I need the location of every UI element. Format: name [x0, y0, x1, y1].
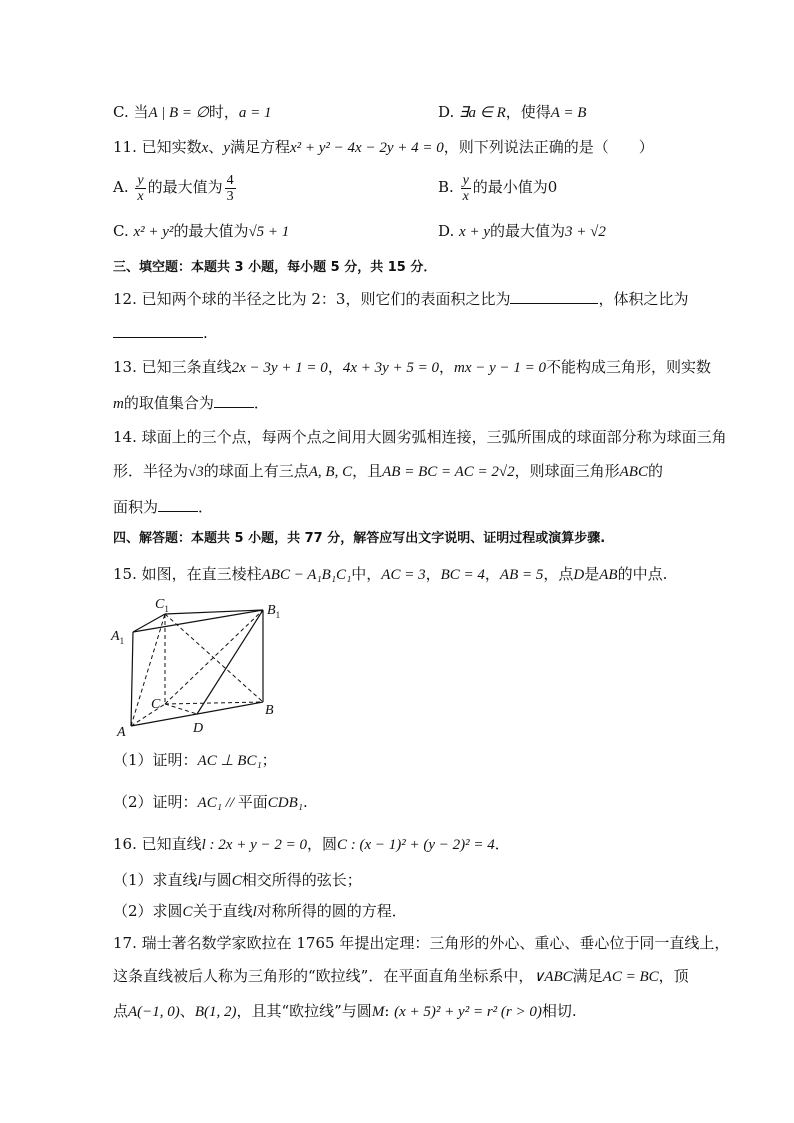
segment-db1 — [197, 610, 263, 714]
q11-option-c: C. x² + y²的最大值为√5 + 1 — [113, 222, 290, 240]
q13-line-1: 13. 已知三条直线2x − 3y + 1 = 0，4x + 3y + 5 = 0，mx − y − 1 = 0不能构成三角形，则实数 — [113, 358, 712, 376]
q10-option-d: D. ∃a ∈ R，使得A = B — [438, 103, 587, 121]
q16-part-2: （2）求圆C关于直线l对称所得的圆的方程． — [113, 902, 407, 920]
q14-line-2: 形．半径为√3的球面上有三点A, B, C，且AB = BC = AC = 2√2，则球面三角形ABC的 — [113, 462, 663, 480]
q17-line-1: 17. 瑞士著名数学家欧拉在 1765 年提出定理：三角形的外心、重心、垂心位于同一直线上， — [113, 934, 730, 952]
q14-line-1: 14. 球面上的三个点，每两个点之间用大圆劣弧相连接，三弧所围成的球面部分称为球面三角 — [113, 428, 727, 446]
q16-part-1: （1）求直线l与圆C相交所得的弦长； — [113, 871, 362, 889]
label-a: A — [117, 725, 126, 740]
q13-blank[interactable] — [214, 392, 254, 408]
section-4-heading: 四、解答题：本题共 5 小题，共 77 分，解答应写出文字说明、证明过程或演算步骤. — [113, 531, 606, 546]
label-d: D — [193, 721, 204, 736]
q12-blank-1[interactable] — [510, 288, 598, 304]
segment-cd — [165, 704, 197, 714]
q12-line-2: . — [113, 322, 208, 343]
segment-c1b — [165, 614, 263, 702]
label-b1: $B_1$ — [267, 603, 281, 620]
q11-a-fraction: $\frac{y}{x}$ — [137, 172, 144, 204]
q13-line-2: m的取值集合为 ． — [113, 394, 269, 412]
q15-stem: 15. 如图，在直三棱柱ABC − A₁B₁C₁中，AC = 3，BC = 4，AB = 5，点D是AB的中点. — [113, 565, 668, 583]
q15-part-2: （2）证明：AC₁ // 平面CDB₁. — [113, 793, 308, 811]
q10-option-c: C. 当A | B = ∅时，a = 1 — [113, 103, 272, 121]
edge-cb — [165, 702, 263, 704]
label-c: C — [151, 697, 161, 712]
q17-line-3: 点A(−1, 0)、B(1, 2)，且其“欧拉线”与圆M: (x + 5)² + y² = r² (r > 0)相切. — [113, 1002, 577, 1020]
prism-figure — [105, 590, 295, 740]
q12-line-1: 12. 已知两个球的半径之比为 2：3，则它们的表面积之比为 ，体积之比为 — [113, 290, 689, 308]
q15-part-1: （1）证明：AC ⊥ BC₁； — [113, 751, 277, 769]
q11-option-b: B. $\frac{y}{x}$ 的最小值为0 — [438, 172, 558, 204]
q11-a-value: $\frac{4}{3}$ — [226, 172, 234, 204]
q11-b-fraction: $\frac{y}{x}$ — [462, 172, 469, 204]
q16-stem: 16. 已知直线l : 2x + y − 2 = 0，圆C : (x − 1)² + (y − 2)² = 4． — [113, 835, 510, 853]
q11-option-a: A. $\frac{y}{x}$ 的最大值为 $\frac{4}{3}$ — [113, 172, 234, 204]
q14-line-3: 面积为 ． — [113, 498, 214, 516]
section-3-heading: 三、填空题：本题共 3 小题，每小题 5 分，共 15 分． — [113, 260, 437, 275]
q11-stem: 11. 已知实数x、y满足方程x² + y² − 4x − 2y + 4 = 0，则下列说法正确的是（ ） — [113, 138, 654, 156]
label-a1: $A_1$ — [111, 629, 125, 646]
q11-option-d: D. x + y的最大值为3 + √2 — [438, 222, 606, 240]
q14-blank[interactable] — [158, 496, 198, 512]
q17-line-2: 这条直线被后人称为三角形的“欧拉线”．在平面直角坐标系中，∨ABC满足AC = BC，顶 — [113, 967, 689, 985]
label-c1: $C_1$ — [155, 597, 169, 614]
q12-blank-2[interactable] — [113, 322, 203, 338]
label-b: B — [265, 703, 274, 718]
edge-aa1 — [131, 632, 133, 726]
